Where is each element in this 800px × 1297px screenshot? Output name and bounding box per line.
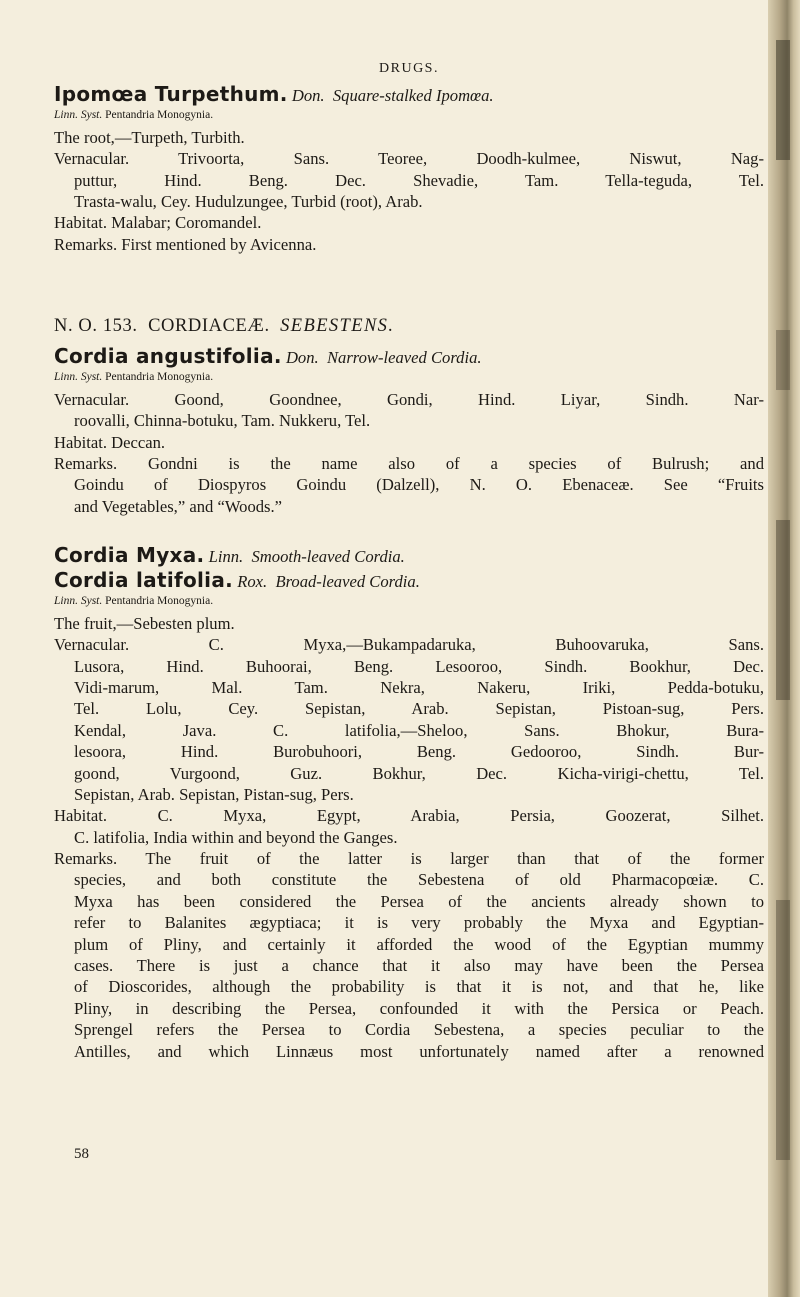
vernacular-line: Vernacular. C. Myxa,—Bukampadaruka, Buhoovaruka, Sans. [54, 635, 764, 655]
entry-author: Don. [285, 348, 319, 367]
entry-common-name: Smooth-leaved Cordia. [251, 547, 405, 566]
vernacular-line: puttur, Hind. Beng. Dec. Shevadie, Tam. Tella-teguda, Tel. [74, 170, 764, 190]
vernacular-line: Sepistan, Arab. Sepistan, Pistan-sug, Pers. [74, 784, 354, 804]
entry-cordia-myxa [54, 545, 764, 566]
habitat: Habitat. Deccan. [54, 432, 166, 452]
vernacular-line: Vernacular. Trivoorta, Sans. Teoree, Doodh-kulmee, Niswut, Nag- [54, 149, 764, 169]
vernacular-line: lesoora, Hind. Burobuhoori, Beng. Gedooroo, Sindh. Bur- [74, 742, 764, 762]
vernacular-line: Tel. Lolu, Cey. Sepistan, Arab. Sepistan, Pistoan-sug, Pers. [74, 699, 764, 719]
remarks-line: cases. There is just a chance that it also may have been the Persea [74, 956, 764, 976]
edge-shadow [776, 40, 790, 160]
order-number: N. O. 153. [54, 316, 138, 336]
linnaean-system: Linn. Syst. Pentandria Monogynia. [54, 371, 214, 384]
part-used: The root,—Turpeth, Turbith. [54, 127, 245, 147]
habitat-line: C. latifolia, India within and beyond the Ganges. [74, 827, 398, 847]
entry-author: Linn. [208, 547, 244, 566]
entry-common-name: Narrow-leaved Cordia. [326, 348, 482, 367]
remarks-line: plum of Pliny, and certainly it afforded the wood of the Egyptian mummy [74, 934, 764, 954]
vernacular-line: Trasta-walu, Cey. Hudulzungee, Turbid (root), Arab. [74, 191, 423, 211]
entry-title: Ipomœa Turpethum. [54, 82, 288, 106]
remarks-line: Remarks. Gondni is the name also of a species of Bulrush; and [54, 453, 764, 473]
edge-shadow [776, 330, 790, 390]
entry-cordia-latifolia [54, 570, 764, 1062]
remarks-line: Pliny, in describing the Persea, confounded it with the Persica or Peach. [74, 998, 764, 1018]
remarks-line: and Vegetables,” and “Woods.” [74, 496, 283, 516]
book-spine-edge [768, 0, 800, 1297]
vernacular-line: Vernacular. Goond, Goondnee, Gondi, Hind. Liyar, Sindh. Nar- [54, 389, 764, 409]
entry-title: Cordia Myxa. [54, 543, 205, 567]
entry-title: Cordia angustifolia. [54, 344, 282, 368]
entry-author: Don. [291, 86, 325, 105]
vernacular-line: Vidi-marum, Mal. Tam. Nekra, Nakeru, Iriki, Pedda-botuku, [74, 677, 764, 697]
remarks-line: of Dioscorides, although the probability is that it is not, and that he, like [74, 977, 764, 997]
entry-common-name: Broad-leaved Cordia. [275, 572, 420, 591]
order-common-name: SEBESTENS. [280, 316, 395, 336]
edge-shadow [776, 900, 790, 1160]
natural-order-heading [54, 316, 764, 337]
order-name: CORDIACEÆ. [148, 316, 270, 336]
entry-author: Rox. [237, 572, 268, 591]
linnaean-system: Linn. Syst. Pentandria Monogynia. [54, 595, 214, 608]
entry-common-name: Square-stalked Ipomœa. [332, 86, 494, 105]
remarks: Remarks. First mentioned by Avicenna. [54, 234, 317, 254]
page-number: 58 [74, 1146, 89, 1162]
part-used: The fruit,—Sebesten plum. [54, 613, 235, 633]
remarks-line: Antilles, and which Linnæus most unfortunately named after a renowned [74, 1041, 764, 1061]
vernacular-line: goond, Vurgoond, Guz. Bokhur, Dec. Kicha-virigi-chettu, Tel. [74, 763, 764, 783]
running-head: DRUGS. [379, 61, 439, 76]
remarks-line: refer to Balanites ægyptiaca; it is very probably the Myxa and Egyptian- [74, 913, 764, 933]
entry-cordia-angustifolia [54, 346, 764, 517]
edge-shadow [776, 520, 790, 700]
remarks-line: Goindu of Diospyros Goindu (Dalzell), N. O. Ebenaceæ. See “Fruits [74, 475, 764, 495]
entry-ipomoea-turpethum [54, 84, 764, 255]
entry-title: Cordia latifolia. [54, 568, 234, 592]
linnaean-system: Linn. Syst. Pentandria Monogynia. [54, 109, 214, 122]
remarks-line: Sprengel refers the Persea to Cordia Sebestena, a species peculiar to the [74, 1020, 764, 1040]
remarks-line: species, and both constitute the Sebestena of old Pharmacopœiæ. C. [74, 870, 764, 890]
habitat-line: Habitat. C. Myxa, Egypt, Arabia, Persia, Goozerat, Silhet. [54, 806, 764, 826]
vernacular-line: Kendal, Java. C. latifolia,—Sheloo, Sans. Bhokur, Bura- [74, 720, 764, 740]
vernacular-line: roovalli, Chinna-botuku, Tam. Nukkeru, Tel. [74, 411, 371, 431]
remarks-line: Remarks. The fruit of the latter is larger than that of the former [54, 849, 764, 869]
remarks-line: Myxa has been considered the Persea of the ancients already shown to [74, 891, 764, 911]
vernacular-line: Lusora, Hind. Buhoorai, Beng. Lesooroo, Sindh. Bookhur, Dec. [74, 656, 764, 676]
habitat: Habitat. Malabar; Coromandel. [54, 213, 262, 233]
